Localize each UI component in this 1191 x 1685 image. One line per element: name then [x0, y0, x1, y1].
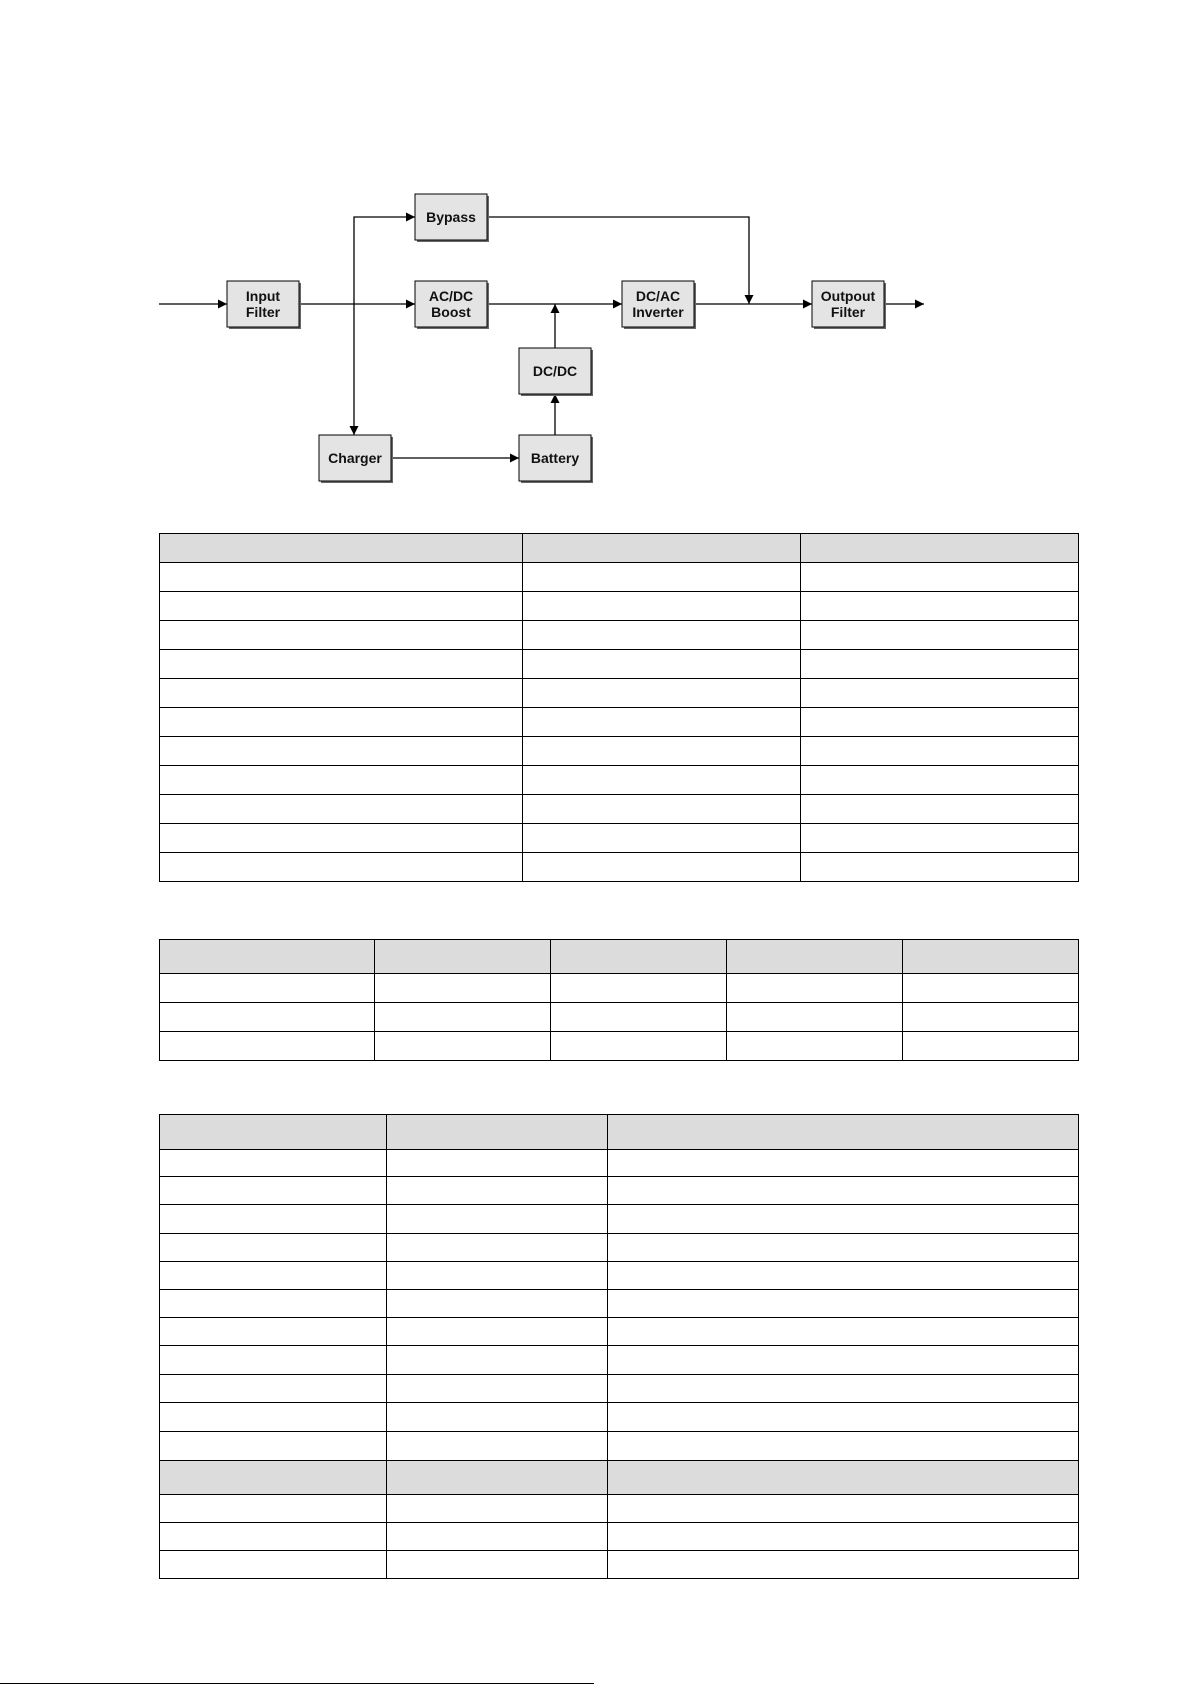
table-cell: [160, 1403, 387, 1432]
table-cell: [551, 940, 727, 974]
table-cell: [801, 679, 1079, 708]
table-cell: [387, 1551, 608, 1579]
table-cell: [903, 940, 1079, 974]
table-cell: [160, 563, 523, 592]
block-label: Filter: [245, 304, 281, 320]
table-cell: [608, 1150, 1079, 1177]
table-cell: [387, 1461, 608, 1495]
table-cell: [160, 1432, 387, 1461]
block-label: Outpout: [820, 288, 876, 304]
table-row: [160, 1551, 1079, 1579]
table-cell: [375, 1003, 551, 1032]
block-dcac-inverter: [622, 281, 696, 329]
table-row: [160, 621, 1079, 650]
table-cell: [523, 592, 801, 621]
table-cell: [160, 1495, 387, 1523]
table-cell: [903, 1032, 1079, 1061]
table-cell: [160, 1523, 387, 1551]
block-acdc-boost: [415, 281, 489, 329]
footer-rule: [0, 1683, 594, 1684]
table-cell: [801, 824, 1079, 853]
table-cell: [387, 1495, 608, 1523]
table-header-row: [160, 940, 1079, 974]
table-cell: [375, 974, 551, 1003]
table-cell: [523, 795, 801, 824]
table-cell: [608, 1403, 1079, 1432]
table-cell: [608, 1551, 1079, 1579]
table-cell: [160, 708, 523, 737]
table-cell: [608, 1375, 1079, 1403]
table-cell: [387, 1262, 608, 1290]
table-cell: [160, 1032, 375, 1061]
table-cell: [801, 708, 1079, 737]
table-cell: [801, 853, 1079, 882]
table-cell: [160, 1375, 387, 1403]
block-label: Charger: [328, 450, 382, 466]
table-cell: [523, 679, 801, 708]
table-cell: [387, 1234, 608, 1262]
block-label: Filter: [830, 304, 866, 320]
table-cell: [801, 737, 1079, 766]
table-row: [160, 1523, 1079, 1551]
table-cell: [160, 1150, 387, 1177]
table-cell: [608, 1115, 1079, 1150]
table-cell: [801, 563, 1079, 592]
table-row: [160, 592, 1079, 621]
table-cell: [551, 1032, 727, 1061]
table-cell: [608, 1318, 1079, 1346]
table-row: [160, 824, 1079, 853]
block-input-filter: [227, 281, 301, 329]
table-cell: [387, 1318, 608, 1346]
table-cell: [608, 1290, 1079, 1318]
block-charger: [319, 435, 393, 483]
table-cell: [608, 1177, 1079, 1205]
block-label: DC/AC: [635, 288, 681, 304]
table-cell: [160, 534, 523, 563]
table-cell: [160, 1177, 387, 1205]
table-cell: [523, 563, 801, 592]
table-cell: [523, 621, 801, 650]
table-row: [160, 563, 1079, 592]
block-label: Boost: [431, 304, 471, 320]
table-cell: [523, 534, 801, 563]
table-cell: [375, 1032, 551, 1061]
table-cell: [160, 974, 375, 1003]
table-cell: [801, 621, 1079, 650]
table-row: [160, 1432, 1079, 1461]
table-row: [160, 708, 1079, 737]
table-cell: [727, 974, 903, 1003]
table-cell: [801, 795, 1079, 824]
block-bypass: [415, 194, 489, 242]
table-cell: [523, 708, 801, 737]
table-cell: [160, 1115, 387, 1150]
table-cell: [387, 1523, 608, 1551]
block-dcdc: [519, 348, 593, 396]
table-cell: [608, 1262, 1079, 1290]
table-row: [160, 766, 1079, 795]
table-cell: [160, 1003, 375, 1032]
table-cell: [387, 1150, 608, 1177]
table-header-row: [160, 534, 1079, 563]
table-cell: [387, 1375, 608, 1403]
table-cell: [160, 1551, 387, 1579]
table-cell: [160, 1318, 387, 1346]
table-cell: [523, 766, 801, 795]
diagram-blocks: [227, 194, 886, 483]
block-label: Inverter: [632, 304, 684, 320]
table-cell: [387, 1403, 608, 1432]
table-cell: [727, 1003, 903, 1032]
block-label: AC/DC: [428, 288, 474, 304]
table-cell: [608, 1346, 1079, 1375]
table-cell: [387, 1115, 608, 1150]
block-battery: [519, 435, 593, 483]
table-row: [160, 650, 1079, 679]
block-label: Input: [245, 288, 281, 304]
block-label: Battery: [530, 450, 580, 466]
table-row: [160, 1205, 1079, 1234]
table-cell: [551, 974, 727, 1003]
table-row: [160, 1003, 1079, 1032]
table-row: [160, 1032, 1079, 1061]
table-cell: [801, 592, 1079, 621]
table-header-row: [160, 1461, 1079, 1495]
table-2: [159, 939, 1079, 1061]
table-cell: [387, 1432, 608, 1461]
table-row: [160, 1290, 1079, 1318]
table-row: [160, 1262, 1079, 1290]
table-cell: [160, 1205, 387, 1234]
table-cell: [903, 974, 1079, 1003]
table-cell: [387, 1346, 608, 1375]
table-cell: [375, 940, 551, 974]
block-output-filter: [812, 281, 886, 329]
table-row: [160, 1495, 1079, 1523]
ups-block-diagram: [0, 0, 1191, 500]
table-row: [160, 1346, 1079, 1375]
table-row: [160, 1177, 1079, 1205]
table-cell: [551, 1003, 727, 1032]
table-row: [160, 1375, 1079, 1403]
table-cell: [387, 1290, 608, 1318]
table-cell: [523, 737, 801, 766]
table-row: [160, 1150, 1079, 1177]
table-cell: [523, 853, 801, 882]
table-cell: [608, 1495, 1079, 1523]
table-cell: [523, 824, 801, 853]
table-cell: [160, 1234, 387, 1262]
table-cell: [160, 940, 375, 974]
table-cell: [727, 1032, 903, 1061]
table-cell: [387, 1177, 608, 1205]
block-label: Bypass: [426, 209, 476, 225]
table-row: [160, 795, 1079, 824]
table-cell: [160, 1262, 387, 1290]
table-cell: [160, 824, 523, 853]
table-row: [160, 1318, 1079, 1346]
block-label: DC/DC: [532, 363, 578, 379]
table-cell: [160, 766, 523, 795]
table-cell: [160, 1461, 387, 1495]
connectors: [159, 217, 924, 458]
table-row: [160, 853, 1079, 882]
table-cell: [801, 766, 1079, 795]
table-cell: [727, 940, 903, 974]
table-cell: [608, 1234, 1079, 1262]
table-1: [159, 533, 1079, 882]
table-cell: [160, 679, 523, 708]
table-cell: [608, 1205, 1079, 1234]
table-cell: [903, 1003, 1079, 1032]
table-cell: [160, 592, 523, 621]
table-cell: [160, 1346, 387, 1375]
table-header-row: [160, 1115, 1079, 1150]
table-cell: [387, 1205, 608, 1234]
table-cell: [801, 534, 1079, 563]
table-row: [160, 737, 1079, 766]
table-cell: [801, 650, 1079, 679]
table-cell: [608, 1523, 1079, 1551]
table-cell: [160, 1290, 387, 1318]
arrow-bypass-to-output-junction: [487, 217, 749, 304]
table-cell: [160, 795, 523, 824]
table-row: [160, 1234, 1079, 1262]
table-row: [160, 679, 1079, 708]
table-row: [160, 974, 1079, 1003]
table-cell: [160, 853, 523, 882]
table-row: [160, 1403, 1079, 1432]
table-cell: [608, 1432, 1079, 1461]
table-3: [159, 1114, 1079, 1579]
table-cell: [160, 650, 523, 679]
table-cell: [160, 621, 523, 650]
table-cell: [523, 650, 801, 679]
table-cell: [608, 1461, 1079, 1495]
arrow-junction-to-bypass: [354, 217, 415, 304]
table-cell: [160, 737, 523, 766]
